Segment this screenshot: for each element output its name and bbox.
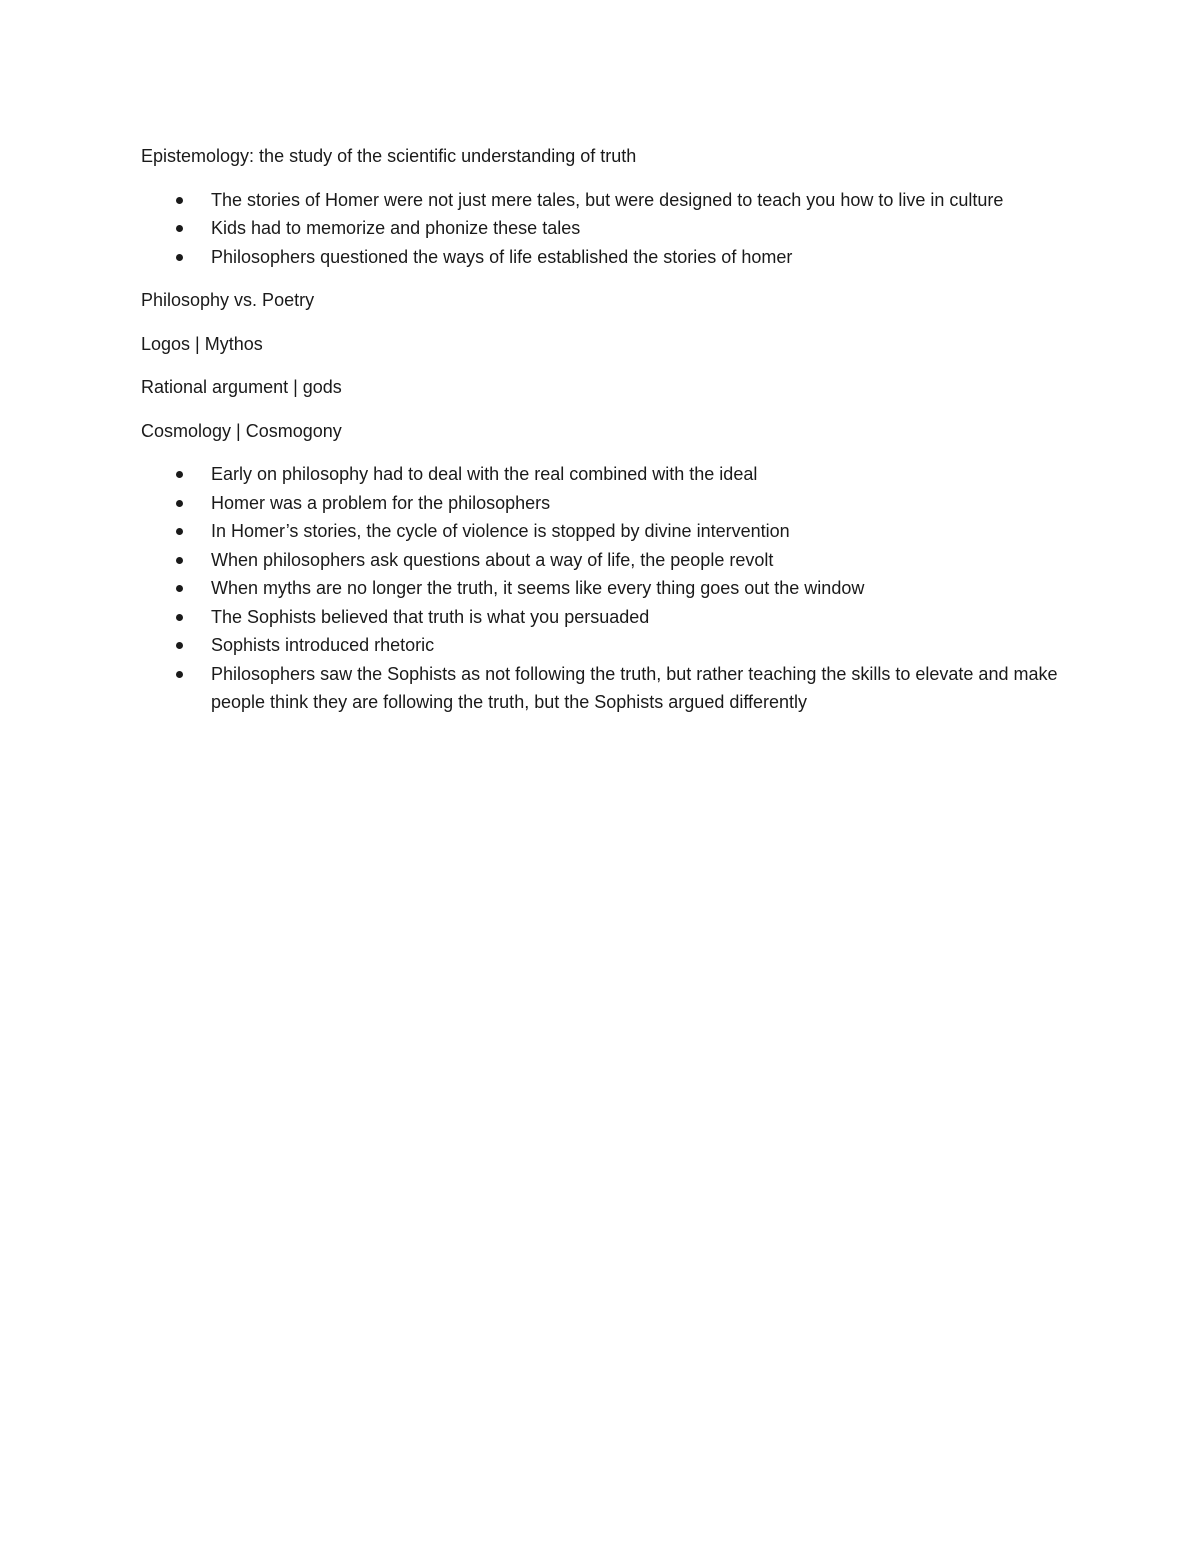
list-item: [141, 489, 1071, 518]
document-body: [141, 142, 1071, 732]
list-item: [141, 517, 1071, 546]
bullet-icon: [176, 671, 183, 678]
line-rational-gods: Rational argument | gods: [141, 377, 342, 397]
bullet-icon: [176, 614, 183, 621]
line-philosophy-vs-poetry: Philosophy vs. Poetry: [141, 290, 315, 310]
list-item-text: Kids had to memorize and phonize these tales: [211, 218, 581, 238]
list-item-text: Homer was a problem for the philosophers: [211, 492, 551, 513]
bullet-icon: [176, 225, 183, 232]
list-item-text: Sophists introduced rhetoric: [211, 635, 435, 655]
list-item: [141, 631, 1071, 660]
list-item-text: In Homer’s stories, the cycle of violence is stopped by divine intervention: [211, 521, 790, 541]
bullet-icon: [176, 471, 183, 478]
list-item: [141, 243, 1071, 272]
bullet-list-philosophy: [141, 460, 1071, 717]
bullet-icon: [176, 500, 183, 507]
list-item: [141, 214, 1071, 243]
list-item: [141, 546, 1071, 575]
bullet-icon: [176, 254, 183, 261]
list-item: [141, 460, 1071, 489]
list-item-text: When philosophers ask questions about a way of life, the people revolt: [211, 549, 774, 570]
bullet-list-homer: [141, 186, 1071, 272]
line-cosmology-cosmogony: Cosmology | Cosmogony: [141, 420, 342, 441]
bullet-icon: [176, 197, 183, 204]
list-item: [141, 660, 1071, 717]
list-item-text: The Sophists believed that truth is what you persuaded: [211, 606, 650, 627]
list-item: [141, 186, 1071, 215]
line-logos-mythos: Logos | Mythos: [141, 333, 263, 354]
bullet-icon: [176, 585, 183, 592]
bullet-icon: [176, 528, 183, 535]
section-heading-epistemology: Epistemology: the study of the scientific understanding of truth: [141, 146, 637, 166]
list-item: [141, 603, 1071, 632]
bullet-icon: [176, 557, 183, 564]
bullet-icon: [176, 642, 183, 649]
list-item-text: The stories of Homer were not just mere tales, but were designed to teach you how to live in culture: [211, 189, 1004, 210]
list-item: [141, 574, 1071, 603]
list-item-text: When myths are no longer the truth, it seems like every thing goes out the window: [211, 578, 865, 598]
list-item-text: Philosophers saw the Sophists as not following the truth, but rather teaching the skills to elevate and make people think they are following the truth, but the Sophists argued differently: [211, 663, 1058, 712]
list-item-text: Philosophers questioned the ways of life established the stories of homer: [211, 246, 793, 267]
list-item-text: Early on philosophy had to deal with the real combined with the ideal: [211, 464, 758, 484]
